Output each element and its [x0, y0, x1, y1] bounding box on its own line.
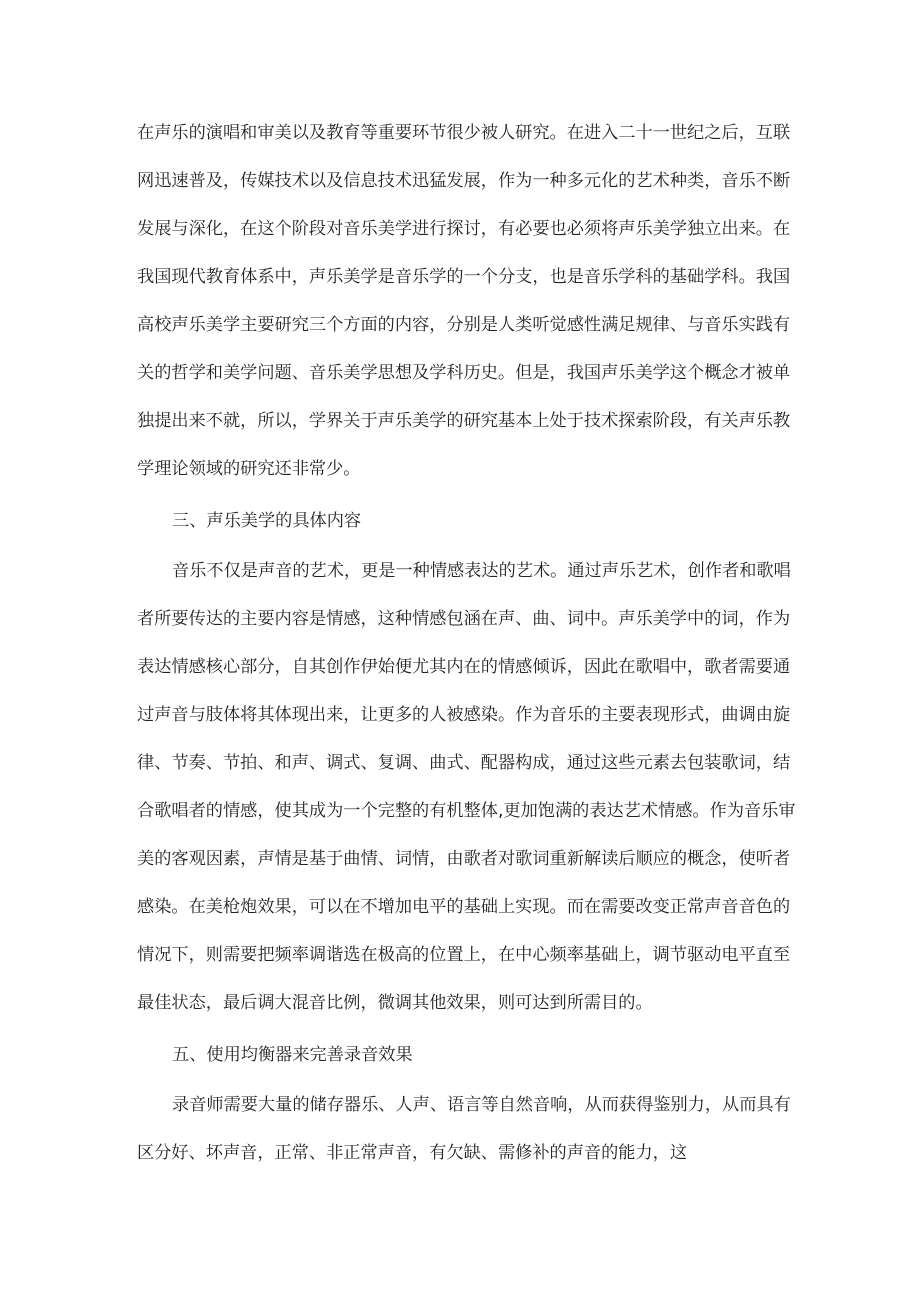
paragraph-1-line-4: 我国现代教育体系中，声乐美学是音乐学的一个分支，也是音乐学科的基础学科。我国 — [137, 267, 791, 287]
paragraph-1-line-2: 网迅速普及，传媒技术以及信息技术迅猛发展，作为一种多元化的艺术种类，音乐不断 — [137, 171, 791, 191]
paragraph-2-line-4: 过声音与肢体将其体现出来，让更多的人被感染。作为音乐的主要表现形式，曲调由旋 — [137, 705, 791, 725]
paragraph-2-line-1: 音乐不仅是声音的艺术，更是一种情感表达的艺术。通过声乐艺术，创作者和歌唱 — [172, 561, 791, 581]
section-heading-5: 五、使用均衡器来完善录音效果 — [172, 1045, 413, 1065]
paragraph-1-line-8: 学理论领域的研究还非常少。 — [137, 459, 361, 479]
paragraph-1-line-5: 高校声乐美学主要研究三个方面的内容，分别是人类听觉感性满足规律、与音乐实践有 — [137, 315, 791, 335]
paragraph-2-line-3: 表达情感核心部分，自其创作伊始便尤其内在的情感倾诉，因此在歌唱中，歌者需要通 — [137, 657, 791, 677]
paragraph-2-line-10: 最佳状态，最后调大混音比例，微调其他效果，则可达到所需目的。 — [137, 993, 653, 1013]
paragraph-1-line-1: 在声乐的演唱和审美以及教育等重要环节很少被人研究。在进入二十一世纪之后，互联 — [137, 123, 791, 143]
paragraph-1-line-3: 发展与深化，在这个阶段对音乐美学进行探讨，有必要也必须将声乐美学独立出来。在 — [137, 219, 791, 239]
paragraph-2-line-8: 感染。在美枪炮效果，可以在不增加电平的基础上实现。而在需要改变正常声音音色的 — [137, 897, 791, 917]
paragraph-2-line-9: 情况下，则需要把频率调谐选在极高的位置上，在中心频率基础上，调节驱动电平直至 — [137, 945, 791, 965]
paragraph-2-line-7: 美的客观因素，声情是基于曲情、词情，由歌者对歌词重新解读后顺应的概念，使听者 — [137, 849, 791, 869]
paragraph-2-line-2: 者所要传达的主要内容是情感，这种情感包涵在声、曲、词中。声乐美学中的词，作为 — [137, 609, 791, 629]
paragraph-1-line-6: 关的哲学和美学问题、音乐美学思想及学科历史。但是，我国声乐美学这个概念才被单 — [137, 363, 791, 383]
paragraph-2-line-6: 合歌唱者的情感，使其成为一个完整的有机整体,更加饱满的表达艺术情感。作为音乐审 — [137, 801, 796, 821]
section-heading-3: 三、声乐美学的具体内容 — [172, 511, 362, 531]
paragraph-3-line-2: 区分好、坏声音，正常、非正常声音，有欠缺、需修补的声音的能力，这 — [137, 1143, 688, 1163]
paragraph-3-line-1: 录音师需要大量的储存器乐、人声、语言等自然音响，从而获得鉴别力，从而具有 — [172, 1095, 791, 1115]
paragraph-2-line-5: 律、节奏、节拍、和声、调式、复调、曲式、配器构成，通过这些元素去包装歌词，结 — [137, 753, 791, 773]
paragraph-1-line-7: 独提出来不就，所以，学界关于声乐美学的研究基本上处于技术探索阶段，有关声乐教 — [137, 411, 791, 431]
